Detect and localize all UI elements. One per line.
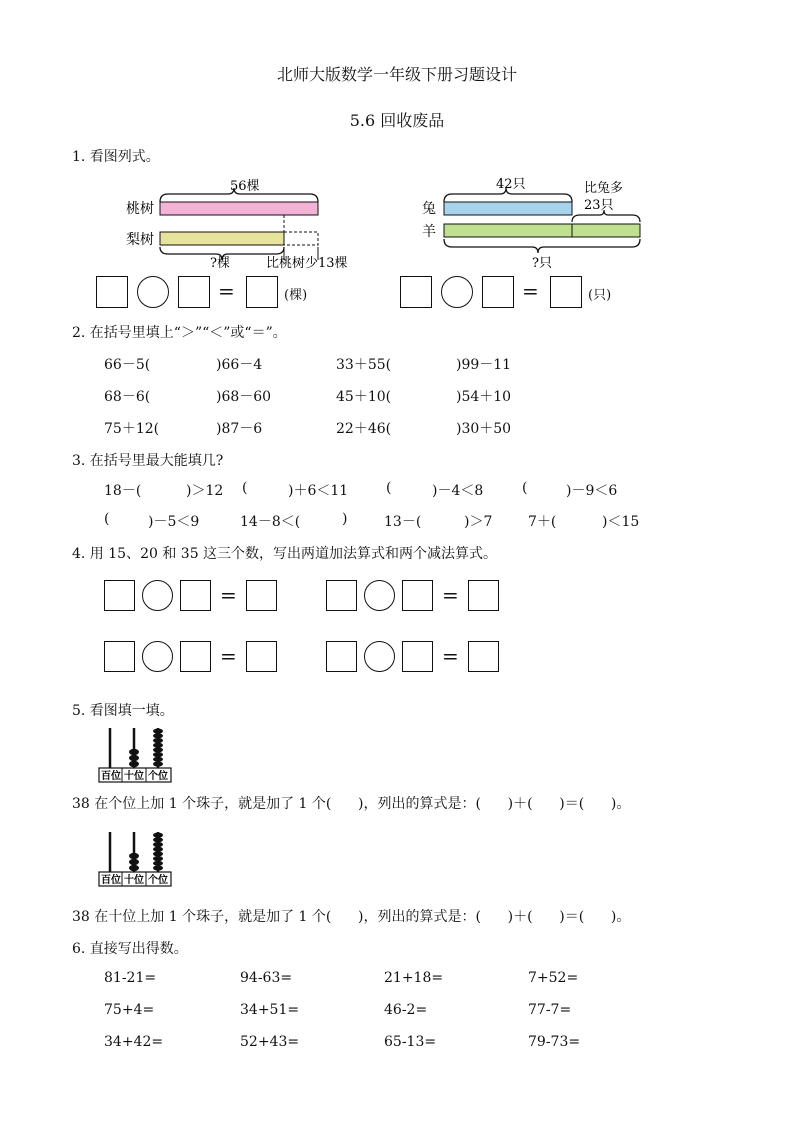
answer-box[interactable] — [468, 580, 499, 611]
row1-label: 桃树 — [126, 201, 154, 217]
compare-left: 66－5( — [104, 357, 151, 373]
row1-label: 兔 — [422, 201, 436, 217]
place-label: 个位 — [148, 771, 168, 782]
operator-circle[interactable] — [142, 641, 173, 672]
answer-box[interactable] — [180, 580, 211, 611]
answer-box[interactable] — [104, 580, 135, 611]
arith-item: 94-63= — [240, 970, 293, 986]
diff-line2: 23只 — [584, 198, 614, 213]
place-label: 十位 — [124, 771, 144, 782]
operator-circle[interactable] — [142, 580, 173, 611]
place-label: 十位 — [124, 875, 144, 886]
compare-left: 45＋10( — [336, 389, 392, 405]
operator-circle[interactable] — [441, 276, 473, 308]
expr-part: ( — [104, 511, 110, 527]
compare-left: 68－6( — [104, 389, 151, 405]
expr-part: )－5＜9 — [148, 514, 200, 530]
arith-item: 77-7= — [528, 1002, 572, 1018]
equals-sign: = — [442, 644, 459, 668]
equals-sign: = — [220, 583, 237, 607]
equals-sign: = — [442, 583, 459, 607]
expr-part: )＞12 — [186, 483, 224, 499]
operator-circle[interactable] — [364, 641, 395, 672]
tree-bar-diagram — [120, 172, 370, 272]
compare-right: )30＋50 — [456, 421, 512, 437]
row2-label: 梨树 — [126, 232, 154, 248]
answer-box[interactable] — [468, 641, 499, 672]
answer-box[interactable] — [402, 641, 433, 672]
answer-box[interactable] — [246, 580, 277, 611]
total-label: 42只 — [496, 177, 526, 192]
arith-item: 7+52= — [528, 970, 579, 986]
answer-box[interactable] — [482, 276, 514, 308]
arith-item: 81-21= — [104, 970, 157, 986]
expr-part: ) — [342, 511, 348, 527]
answer-box[interactable] — [402, 580, 433, 611]
animal-bar-diagram — [420, 172, 660, 272]
lesson-title: 5.6 回收废品 — [349, 111, 445, 130]
page-title: 北师大版数学一年级下册习题设计 — [276, 65, 517, 84]
arith-item: 65-13= — [384, 1034, 437, 1050]
peach-bar — [160, 202, 318, 215]
equals-sign: = — [218, 279, 235, 303]
compare-right: )54＋10 — [456, 389, 512, 405]
answer-box[interactable] — [326, 641, 357, 672]
compare-left: 22＋46( — [336, 421, 392, 437]
abacus-ones-add — [98, 724, 178, 784]
abacus-tens-add — [98, 828, 178, 888]
diff-dashed — [284, 232, 318, 245]
answer-box[interactable] — [400, 276, 432, 308]
expr-part: 7＋( — [528, 514, 557, 530]
question-label: ?棵 — [210, 256, 230, 271]
answer-box[interactable] — [550, 276, 582, 308]
compare-right: )68－60 — [216, 389, 272, 405]
answer-box[interactable] — [96, 276, 128, 308]
diff-line1: 比兔多 — [584, 181, 624, 196]
compare-right: )99－11 — [456, 357, 512, 373]
diff-label: 比桃树少13棵 — [266, 256, 348, 271]
q5-heading: 5. 看图填一填。 — [72, 703, 174, 719]
place-label: 百位 — [101, 875, 121, 886]
operator-circle[interactable] — [364, 580, 395, 611]
unit-label: (棵) — [284, 288, 308, 303]
answer-box[interactable] — [326, 580, 357, 611]
place-label: 个位 — [148, 875, 168, 886]
q3-heading: 3. 在括号里最大能填几? — [72, 453, 224, 469]
answer-box[interactable] — [178, 276, 210, 308]
operator-circle[interactable] — [137, 276, 169, 308]
answer-box[interactable] — [104, 641, 135, 672]
arith-item: 46-2= — [384, 1002, 428, 1018]
answer-box[interactable] — [246, 641, 277, 672]
total-label: 56棵 — [230, 179, 260, 194]
q5-line2: 38 在十位上加 1 个珠子，就是加了 1 个( )，列出的算式是：( )＋( )＝( )。 — [72, 909, 631, 925]
q5-line1: 38 在个位上加 1 个珠子，就是加了 1 个( )，列出的算式是：( )＋( )＝( )。 — [72, 796, 631, 812]
answer-box[interactable] — [180, 641, 211, 672]
expr-part: 13－( — [384, 514, 422, 530]
compare-right: )66－4 — [216, 357, 263, 373]
place-label: 百位 — [101, 771, 121, 782]
sheep-bar — [444, 224, 640, 237]
pear-bar — [160, 232, 284, 245]
arith-item: 52+43= — [240, 1034, 300, 1050]
arith-item: 75+4= — [104, 1002, 155, 1018]
expr-part: 14－8＜( — [240, 514, 301, 530]
unit-label: (只) — [588, 288, 612, 303]
q4-heading: 4. 用 15、20 和 35 这三个数，写出两道加法算式和两个减法算式。 — [72, 546, 498, 562]
expr-part: ( — [386, 480, 392, 496]
answer-box[interactable] — [246, 276, 278, 308]
compare-left: 33＋55( — [336, 357, 392, 373]
q6-heading: 6. 直接写出得数。 — [72, 941, 188, 957]
expr-part: )－9＜6 — [566, 483, 618, 499]
expr-part: ( — [242, 480, 248, 496]
compare-right: )87－6 — [216, 421, 263, 437]
arith-item: 34+42= — [104, 1034, 164, 1050]
q2-heading: 2. 在括号里填上“＞”“＜”或“＝”。 — [72, 325, 287, 341]
arith-item: 21+18= — [384, 970, 444, 986]
question-label: ?只 — [532, 256, 552, 271]
equals-sign: = — [522, 279, 539, 303]
equals-sign: = — [220, 644, 237, 668]
expr-part: )＜15 — [602, 514, 640, 530]
rabbit-bar — [444, 202, 572, 215]
expr-part: )＋6＜11 — [288, 483, 349, 499]
arith-item: 79-73= — [528, 1034, 581, 1050]
expr-part: )＞7 — [464, 514, 493, 530]
compare-left: 75＋12( — [104, 421, 160, 437]
q1-heading: 1. 看图列式。 — [72, 149, 160, 165]
row2-label: 羊 — [422, 224, 436, 240]
expr-part: 18－( — [104, 483, 142, 499]
arith-item: 34+51= — [240, 1002, 300, 1018]
expr-part: ( — [522, 480, 528, 496]
expr-part: )－4＜8 — [432, 483, 484, 499]
